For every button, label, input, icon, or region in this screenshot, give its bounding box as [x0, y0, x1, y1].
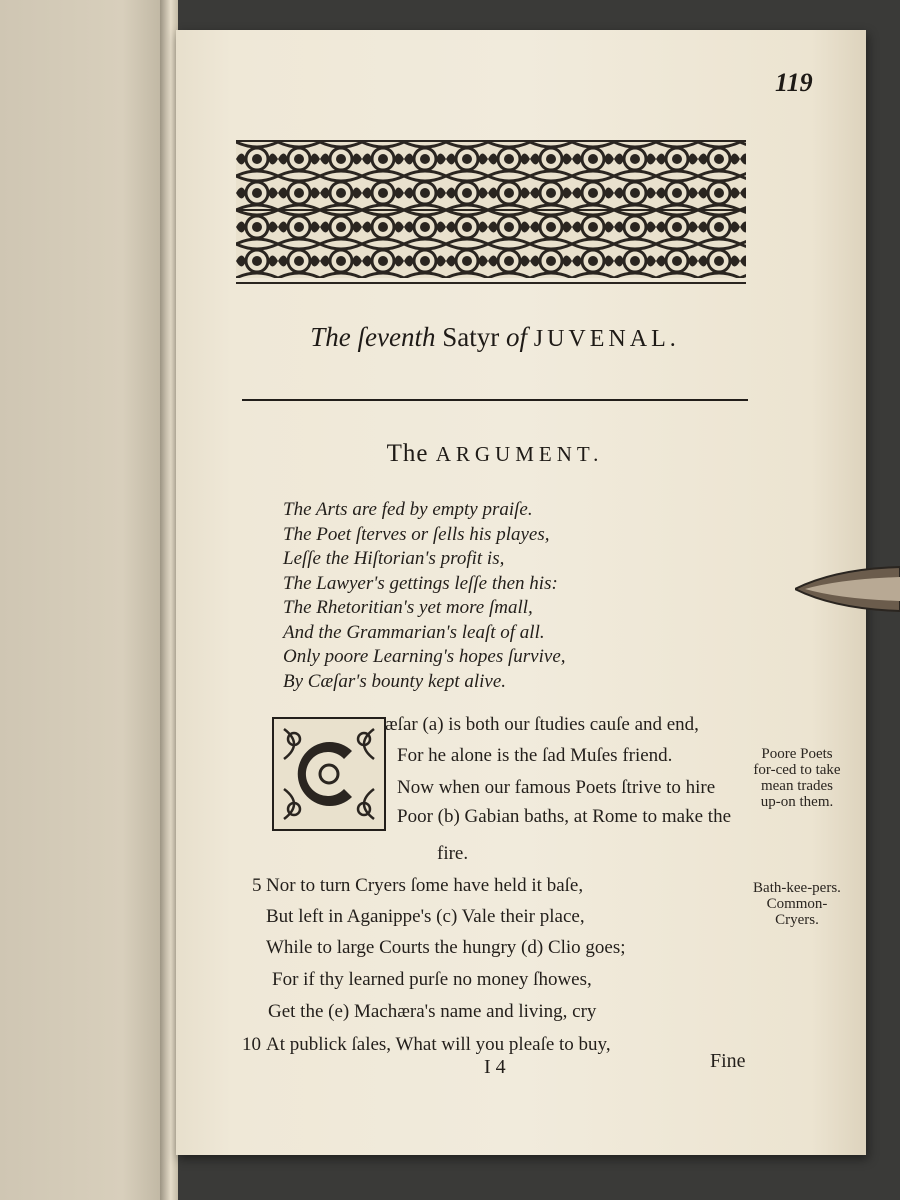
title-part-3: of — [505, 322, 527, 352]
decorative-headpiece — [236, 140, 746, 284]
title-part-4: JUVENAL. — [533, 326, 680, 352]
satyr-title — [240, 322, 750, 353]
margin-note: Bath-kee-pers. Common-Cryers. — [753, 880, 841, 928]
argument-verses — [283, 498, 703, 694]
catchword: Fine — [710, 1050, 746, 1072]
poem-line: At publick ſales, What will you pleaſe to buy, — [266, 1034, 611, 1055]
argument-line: The Lawyer's gettings leſſe then his: — [283, 572, 558, 594]
argument-line: The Poet ſterves or ſells his playes, — [283, 523, 550, 545]
argument-line: Only poore Learning's hopes ſurvive, — [283, 646, 566, 667]
poem-line: Nor to turn Cryers ſome have held it baſe, — [266, 875, 584, 896]
argument-heading — [240, 440, 750, 468]
facing-page — [0, 0, 175, 1200]
signature-mark: I 4 — [484, 1056, 506, 1078]
argument-line: Leſſe the Hiſtorian's profit is, — [283, 548, 505, 569]
page-pointer — [795, 565, 900, 613]
argument-line: By Cæſar's bounty kept alive. — [283, 670, 507, 692]
line-number: 5 — [252, 875, 262, 896]
title-part-1: The ſeventh — [310, 322, 436, 352]
poem-line: For he alone is the ſad Muſes friend. — [397, 745, 673, 766]
poem-line: For if thy learned purſe no money ſhowes, — [272, 969, 592, 990]
decorated-initial-c — [272, 717, 386, 831]
line-number: 10 — [242, 1034, 261, 1055]
poem-line: But left in Aganippe's (c) Vale their place, — [266, 906, 585, 927]
poem-line: Get the (e) Machæra's name and living, cry — [268, 1001, 597, 1022]
horizontal-rule — [242, 399, 748, 401]
page-number: 119 — [775, 68, 813, 97]
title-part-2: Satyr — [442, 322, 500, 352]
margin-note: Poore Poets for-ced to take mean trades up-on them. — [753, 746, 841, 810]
poem-line: Now when our famous Poets ſtrive to hire — [397, 777, 716, 798]
poem-line: æſar (a) is both our ſtudies cauſe and end, — [385, 714, 699, 735]
poem-line: Poor (b) Gabian baths, at Rome to make the — [397, 806, 732, 827]
argument-heading-word: ARGUMENT. — [435, 442, 604, 466]
argument-line: And the Grammarian's leaſt of all. — [283, 621, 545, 643]
poem-line: fire. — [437, 843, 469, 864]
argument-heading-the: The — [386, 440, 429, 467]
argument-line: The Arts are fed by empty praiſe. — [283, 499, 533, 520]
poem-line: While to large Courts the hungry (d) Clio goes; — [266, 937, 626, 958]
argument-line: The Rhetoritian's yet more ſmall, — [283, 597, 533, 618]
